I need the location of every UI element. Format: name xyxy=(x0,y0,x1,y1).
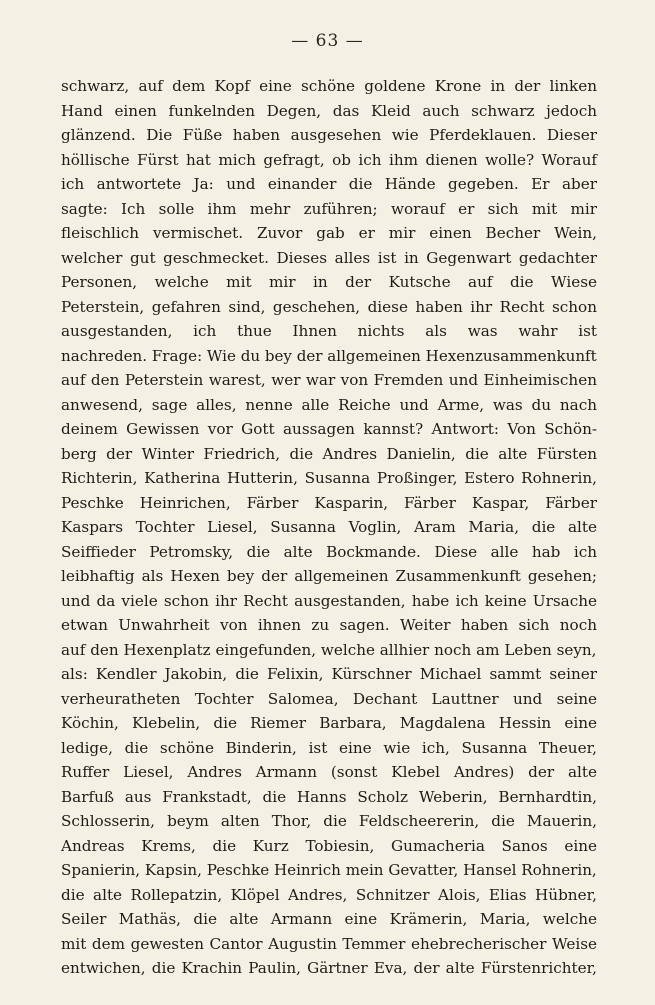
text-line: Peterstein, gefahren sind, geschehen, diese haben ihr Recht schon xyxy=(61,297,597,316)
text-line: und da viele schon ihr Recht ausgestanden, habe ich keine Ursache xyxy=(61,591,597,610)
text-line: Barfuß aus Frankstadt, die Hanns Scholz Weberin, Bernhardtin, xyxy=(61,787,597,806)
text-line: etwan Unwahrheit von ihnen zu sagen. Weiter haben sich noch xyxy=(61,616,597,634)
text-line: verheuratheten Tochter Salomea, Dechant Lauttner und seine xyxy=(61,689,597,708)
text-line: als: Kendler Jakobin, die Felixin, Kürschner Michael sammt seiner xyxy=(61,665,597,683)
text-line: Spanierin, Kapsin, Peschke Heinrich mein Gevatter, Hansel Rohnerin, xyxy=(61,861,597,879)
text-line: Kaspars Tochter Liesel, Susanna Voglin, Aram Maria, die alte xyxy=(61,518,597,536)
text-line: Personen, welche mit mir in der Kutsche auf die Wiese xyxy=(61,273,597,291)
text-line: auf den Peterstein warest, wer war von Fremden und Einheimischen xyxy=(61,371,597,389)
text-line: Seiler Mathäs, die alte Armann eine Krämerin, Maria, welche xyxy=(61,910,597,928)
text-line: ausgestanden, ich thue Ihnen nichts als was wahr ist xyxy=(61,322,597,340)
text-line: höllische Fürst hat mich gefragt, ob ich ihm dienen wolle? Worauf xyxy=(61,150,597,169)
text-line: Peschke Heinrichen, Färber Kasparin, Färber Kaspar, Färber xyxy=(61,493,597,512)
text-line: auf den Hexenplatz eingefunden, welche allhier noch am Leben seyn, xyxy=(61,640,597,659)
text-line: leibhaftig als Hexen bey der allgemeinen Zusammenkunft gesehen; xyxy=(61,567,597,585)
text-line: Köchin, Klebelin, die Riemer Barbara, Magdalena Hessin eine xyxy=(61,714,597,732)
text-line: Seiffieder Petromsky, die alte Bockmande. Diese alle hab ich xyxy=(61,542,597,561)
text-line: die alte Rollepatzin, Klöpel Andres, Schnitzer Alois, Elias Hübner, xyxy=(61,885,597,904)
text-line: Schlosserin, beym alten Thor, die Feldscheererin, die Mauerin, xyxy=(61,812,597,830)
text-line: Hand einen funkelnden Degen, das Kleid auch schwarz jedoch xyxy=(61,101,597,120)
body-text xyxy=(61,74,597,981)
text-line: anwesend, sage alles, nenne alle Reiche und Arme, was du nach xyxy=(61,395,597,414)
text-line: Ruffer Liesel, Andres Armann (sonst Klebel Andres) der alte xyxy=(61,763,597,781)
text-line: entwichen, die Krachin Paulin, Gärtner Eva, der alte Fürstenrichter, xyxy=(61,959,597,977)
text-line: schwarz, auf dem Kopf eine schöne goldene Krone in der linken xyxy=(61,77,597,95)
text-line: ledige, die schöne Binderin, ist eine wie ich, Susanna Theuer, xyxy=(61,738,597,757)
text-line: Richterin, Katherina Hutterin, Susanna Proßinger, Estero Rohnerin, xyxy=(61,469,597,487)
text-line: berg der Winter Friedrich, die Andres Danielin, die alte Fürsten xyxy=(61,444,597,463)
text-line: sagte: Ich solle ihm mehr zuführen; worauf er sich mit mir xyxy=(61,199,597,218)
text-line: Andreas Krems, die Kurz Tobiesin, Gumacheria Sanos eine xyxy=(61,836,597,855)
text-line: mit dem gewesten Cantor Augustin Temmer ehebrecherischer Weise xyxy=(61,934,597,953)
text-line: glänzend. Die Füße haben ausgesehen wie Pferdeklauen. Dieser xyxy=(61,126,597,144)
text-line: fleischlich vermischet. Zuvor gab er mir einen Becher Wein, xyxy=(61,224,597,242)
text-line: deinem Gewissen vor Gott aussagen kannst? Antwort: Von Schön- xyxy=(61,420,597,438)
page-number: — 63 — xyxy=(291,31,364,51)
text-line: nachreden. Frage: Wie du bey der allgemeinen Hexenzusammenkunft xyxy=(61,346,597,365)
text-line: ich antwortete Ja: und einander die Hände gegeben. Er aber xyxy=(61,175,597,193)
text-line: welcher gut geschmecket. Dieses alles ist in Gegenwart gedachter xyxy=(61,248,597,267)
